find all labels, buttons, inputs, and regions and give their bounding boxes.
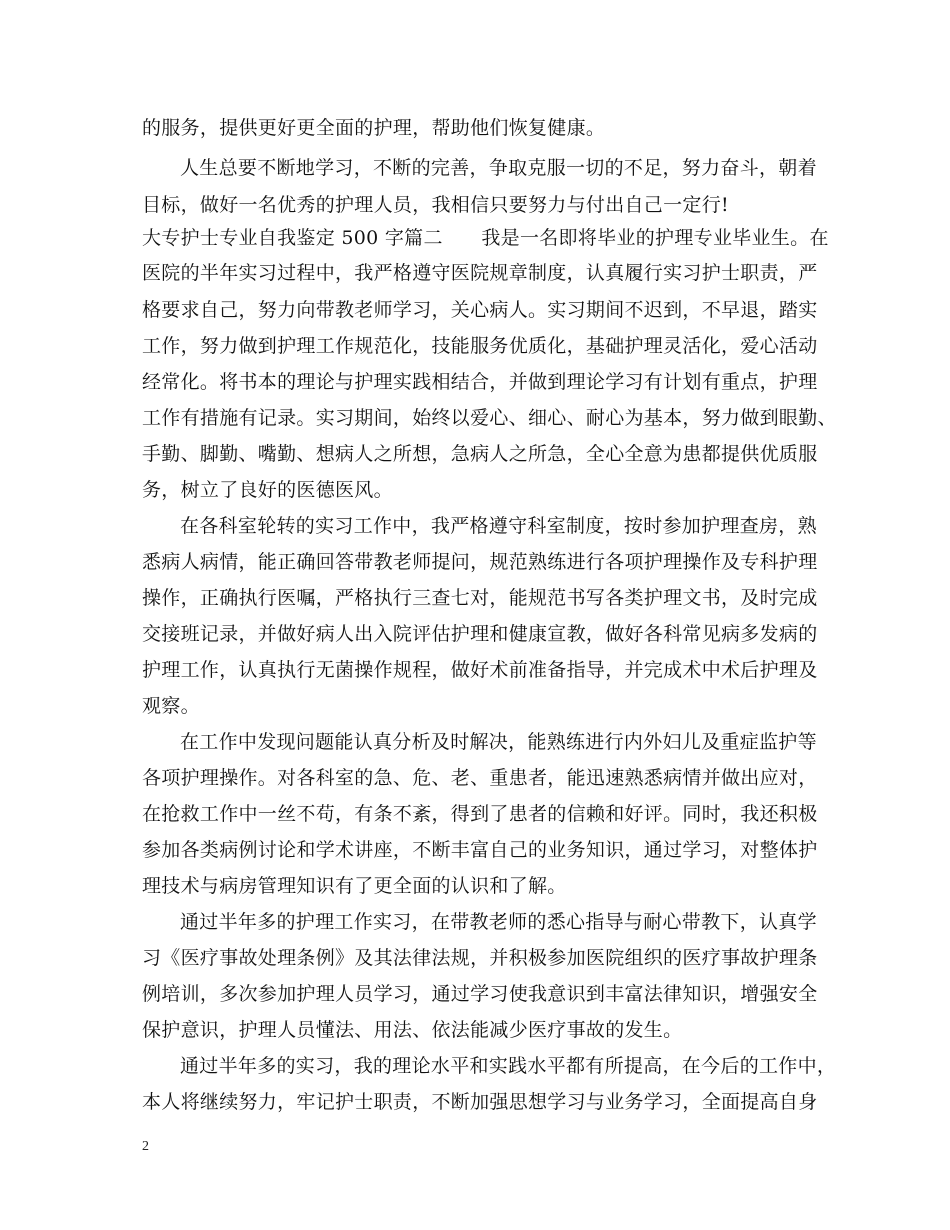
- text-line: 医院的半年实习过程中，我严格遵守医院规章制度，认真履行实习护士职责，严: [142, 262, 818, 284]
- text-line: 护理工作，认真执行无菌操作规程，做好术前准备指导，并完成术中术后护理及: [142, 659, 818, 681]
- text-line: 格要求自己，努力向带教老师学习，关心病人。实习期间不迟到，不早退，踏实: [142, 299, 818, 321]
- text-line: 习《医疗事故处理条例》及其法律法规，并积极参加医院组织的医疗事故护理条: [142, 947, 818, 969]
- section-heading-line: 大专护士专业自我鉴定 500 字篇二 我是一名即将毕业的护理专业毕业生。在: [142, 227, 829, 249]
- text-line: 工作，努力做到护理工作规范化，技能服务优质化，基础护理灵活化，爱心活动: [142, 335, 818, 357]
- paragraph-start-line: 通过半年多的实习，我的理论水平和实践水平都有所提高，在今后的工作中，: [180, 1055, 837, 1077]
- text-line: 工作有措施有记录。实习期间，始终以爱心、细心、耐心为基本，努力做到眼勤、: [142, 407, 837, 429]
- text-line: 手勤、脚勤、嘴勤、想病人之所想，急病人之所急，全心全意为患都提供优质服: [142, 443, 818, 465]
- text-line: 例培训，多次参加护理人员学习，通过学习使我意识到丰富法律知识，增强安全: [142, 983, 818, 1005]
- text-line: 的服务，提供更好更全面的护理，帮助他们恢复健康。: [142, 117, 606, 139]
- paragraph-start-line: 通过半年多的护理工作实习，在带教老师的悉心指导与耐心带教下，认真学: [180, 911, 817, 933]
- text-line: 操作，正确执行医嘱，严格执行三查七对，能规范书写各类护理文书，及时完成: [142, 587, 818, 609]
- text-line: 务，树立了良好的医德医风。: [142, 479, 393, 501]
- text-line: 观察。: [142, 695, 200, 717]
- text-line: 理技术与病房管理知识有了更全面的认识和了解。: [142, 875, 567, 897]
- text-line: 悉病人病情，能正确回答带教老师提问，规范熟练进行各项护理操作及专科护理: [142, 551, 818, 573]
- paragraph-start-line: 在各科室轮转的实习工作中，我严格遵守科室制度，按时参加护理查房，熟: [180, 515, 817, 537]
- text-line: 本人将继续努力，牢记护士职责，不断加强思想学习与业务学习，全面提高自身: [142, 1091, 818, 1113]
- text-line: 在抢救工作中一丝不苟，有条不紊，得到了患者的信赖和好评。同时，我还积极: [142, 803, 818, 825]
- text-line: 目标，做好一名优秀的护理人员，我相信只要努力与付出自己一定行!: [142, 194, 729, 216]
- page-number: 2: [142, 1139, 149, 1154]
- text-line: 保护意识，护理人员懂法、用法、依法能减少医疗事故的发生。: [142, 1019, 683, 1041]
- text-line: 交接班记录，并做好病人出入院评估护理和健康宣教，做好各科常见病多发病的: [142, 623, 818, 645]
- paragraph-start-line: 人生总要不断地学习，不断的完善，争取克服一切的不足，努力奋斗，朝着: [180, 157, 817, 179]
- text-line: 各项护理操作。对各科室的急、危、老、重患者，能迅速熟悉病情并做出应对，: [142, 767, 818, 789]
- paragraph-start-line: 在工作中发现问题能认真分析及时解决，能熟练进行内外妇儿及重症监护等: [180, 731, 817, 753]
- text-line: 参加各类病例讨论和学术讲座，不断丰富自己的业务知识，通过学习，对整体护: [142, 839, 818, 861]
- text-line: 经常化。将书本的理论与护理实践相结合，并做到理论学习有计划有重点，护理: [142, 371, 818, 393]
